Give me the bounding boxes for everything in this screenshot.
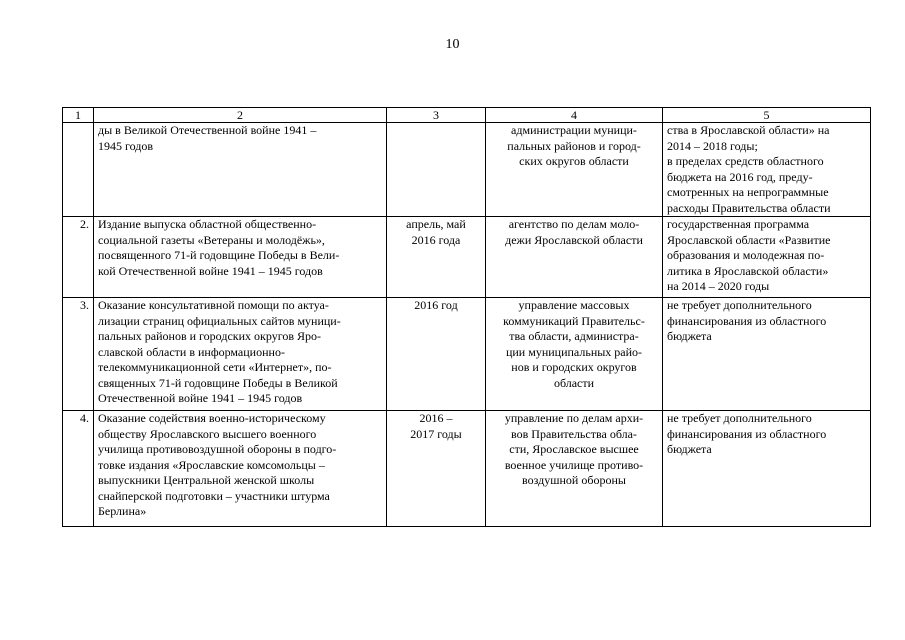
cell-text-line: Издание выпуска областной общественно- — [98, 217, 317, 231]
cell-text-line: управление массовых — [518, 298, 630, 312]
cell-text-line: финансирования из областного — [667, 426, 827, 441]
row-number-cell — [63, 123, 94, 217]
cell-text-line: 2016 год — [414, 298, 458, 312]
table-body — [63, 123, 871, 527]
executor-cell — [486, 123, 663, 217]
table-header-row — [63, 108, 871, 123]
cell-text-line: священных 71-й годовщине Победы в Великой — [98, 375, 338, 390]
cell-text-line: 2016 года — [411, 232, 461, 247]
header-col-4: 4 — [486, 108, 663, 123]
cell-text-line: выпускники Центральной женской школы — [98, 473, 315, 487]
executor-cell — [486, 298, 663, 411]
event-cell — [94, 123, 387, 217]
cell-text-line: славской области в информационно- — [98, 344, 285, 359]
cell-text-line: расходы Правительства области — [667, 200, 831, 215]
date-cell — [387, 123, 486, 217]
cell-text-line: государственная программа — [667, 217, 810, 231]
date-cell — [387, 298, 486, 411]
cell-text-line: воздушной обороны — [522, 473, 626, 487]
funding-cell — [663, 411, 871, 527]
executor-cell — [486, 411, 663, 527]
event-cell — [94, 217, 387, 298]
header-col-2: 2 — [94, 108, 387, 123]
cell-text-line: дежи Ярославской области — [505, 232, 643, 247]
cell-text-line: образования и молодежная по- — [667, 248, 825, 262]
cell-text-line: 2017 годы — [410, 426, 462, 441]
cell-text-line: бюджета — [667, 442, 712, 456]
header-col-3: 3 — [387, 108, 486, 123]
table-row — [63, 411, 871, 527]
events-table — [62, 107, 871, 527]
page-number: 10 — [445, 37, 460, 52]
event-cell — [94, 298, 387, 411]
cell-text-line: Оказание консультативной помощи по актуа- — [98, 298, 329, 312]
funding-cell — [663, 123, 871, 217]
cell-text-line: 2016 – — [419, 411, 453, 425]
cell-text-line: сти, Ярославское высшее — [509, 442, 639, 456]
date-cell — [387, 411, 486, 527]
cell-text-line: Отечественной войне 1941 – 1945 годов — [98, 391, 303, 405]
cell-text-line: бюджета на 2016 год, преду- — [667, 169, 813, 184]
cell-text-line: пальных районов и город- — [507, 138, 641, 153]
cell-text-line: коммуникаций Правительс- — [503, 313, 645, 328]
cell-text-line: ства в Ярославской области» на — [667, 123, 830, 137]
cell-text-line: не требует дополнительного — [667, 298, 812, 312]
cell-text-line: снайперской подготовки – участники штурма — [98, 488, 330, 503]
cell-text-line: вов Правительства обла- — [511, 426, 637, 441]
cell-text-line: кой Отечественной войне 1941 – 1945 годов — [98, 263, 323, 278]
cell-text-line: в пределах средств областного — [667, 154, 824, 168]
cell-text-line: Оказание содействия военно-историческому — [98, 411, 326, 425]
cell-text-line: не требует дополнительного — [667, 411, 812, 425]
cell-text-line: социальной газеты «Ветераны и молодёжь», — [98, 232, 325, 247]
cell-text-line: лизации страниц официальных сайтов муници- — [98, 313, 341, 328]
header-col-5: 5 — [663, 108, 871, 123]
cell-text-line: нов и городских округов — [511, 360, 637, 374]
cell-text-line: телекоммуникационной сети «Интернет», по- — [98, 360, 332, 374]
cell-text-line: пальных районов и городских округов Яро- — [98, 329, 321, 343]
date-cell — [387, 217, 486, 298]
row-number-cell: 4. — [63, 411, 94, 527]
cell-text-line: посвященного 71-й годовщине Победы в Вели- — [98, 248, 340, 262]
cell-text-line: агентство по делам моло- — [508, 217, 640, 231]
row-number-cell: 2. — [63, 217, 94, 298]
row-number-cell: 3. — [63, 298, 94, 411]
cell-text-line: военное училище противо- — [504, 457, 644, 472]
cell-text-line: бюджета — [667, 329, 712, 343]
cell-text-line: администрации муници- — [511, 123, 637, 137]
cell-text-line: Ярославской области «Развитие — [667, 232, 831, 247]
executor-cell — [486, 217, 663, 298]
event-cell — [94, 411, 387, 527]
table-row — [63, 298, 871, 411]
cell-text-line: училища противовоздушной обороны в подго- — [98, 442, 337, 456]
cell-text-line: ских округов области — [519, 154, 629, 168]
cell-text-line: товке издания «Ярославские комсомольцы – — [98, 457, 325, 472]
cell-text-line: ды в Великой Отечественной войне 1941 – — [98, 123, 317, 137]
cell-text-line: управление по делам архи- — [504, 411, 644, 425]
table-row — [63, 217, 871, 298]
funding-cell — [663, 217, 871, 298]
table-row — [63, 123, 871, 217]
cell-text-line: области — [553, 375, 595, 390]
cell-text-line: тва области, администра- — [509, 329, 639, 343]
cell-text-line: на 2014 – 2020 годы — [667, 279, 770, 293]
cell-text-line: литика в Ярославской области» — [667, 263, 829, 278]
cell-text-line: 2014 – 2018 годы; — [667, 138, 758, 153]
header-col-1: 1 — [63, 108, 94, 123]
cell-text-line: ции муниципальных райо- — [505, 344, 643, 359]
cell-text-line: 1945 годов — [98, 138, 154, 153]
cell-text-line: смотренных на непрограммные — [667, 185, 829, 199]
cell-text-line: обществу Ярославского высшего военного — [98, 426, 317, 441]
cell-text-line: финансирования из областного — [667, 313, 827, 328]
funding-cell — [663, 298, 871, 411]
cell-text-line: апрель, май — [406, 217, 466, 231]
cell-text-line: Берлина» — [98, 504, 147, 518]
